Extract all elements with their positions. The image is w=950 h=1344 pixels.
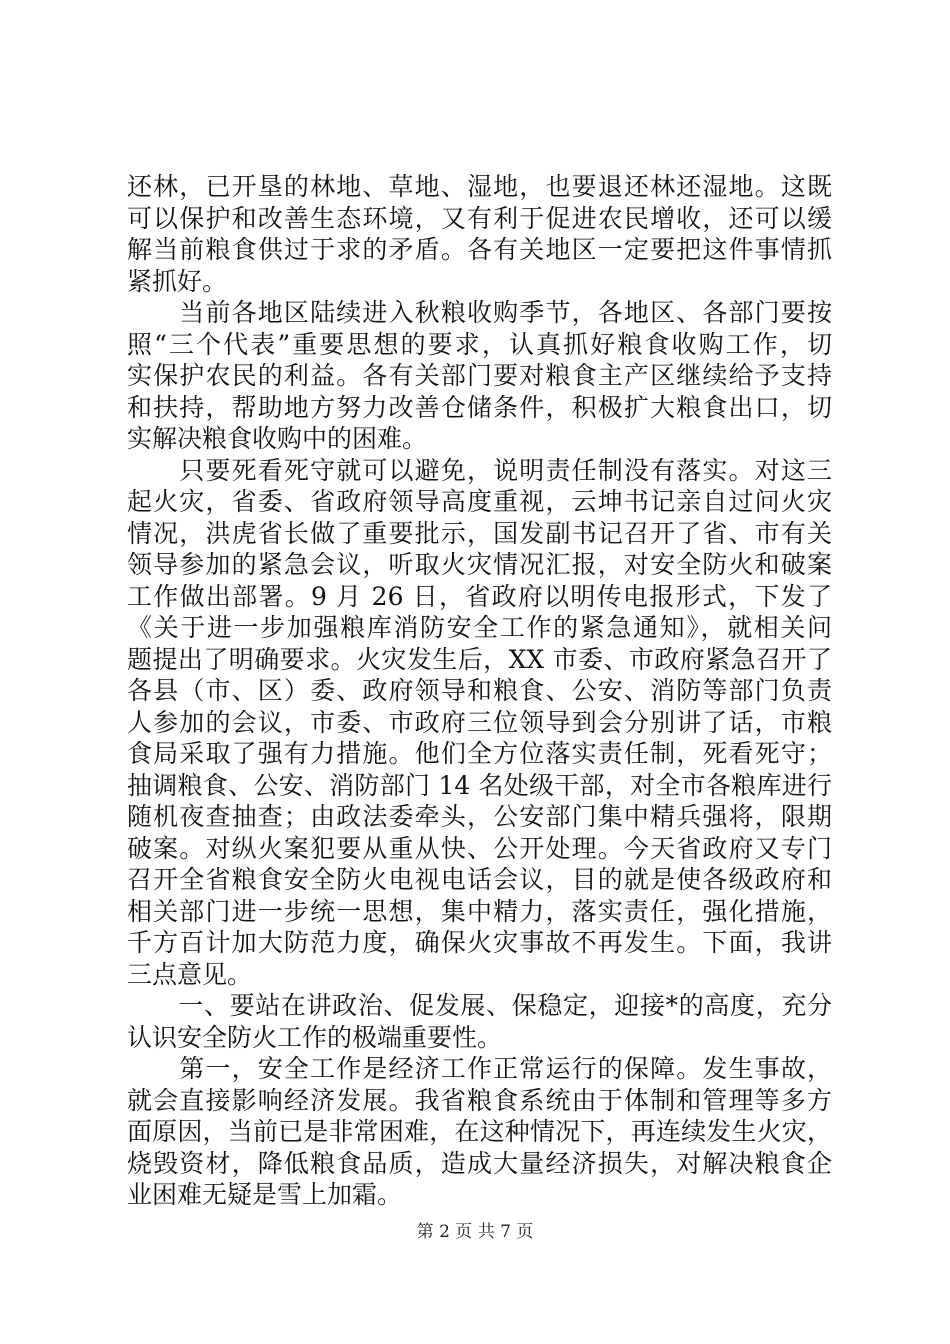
text-line: 召开全省粮食安全防火电视电话会议，目的就是使各级政府和 [127,865,832,894]
text-line: 可以保护和改善生态环境，又有利于促进农民增收，还可以缓 [127,203,832,233]
text-line: 破案。对纵火案犯要从重从快、公开处理。今天省政府又专门 [127,833,832,863]
text-line: 和扶持，帮助地方努力改善仓储条件，积极扩大粮食出口，切 [127,392,832,422]
text-line: 面原因，当前已是非常困难，在这种情况下，再连续发生火灾， [127,1117,832,1146]
text-line: 还林，已开垦的林地、草地、湿地，也要退还林还湿地。这既 [127,172,832,201]
text-line: 紧抓好。 [127,266,228,296]
text-line: 照“三个代表”重要思想的要求，认真抓好粮食收购工作，切 [127,329,832,359]
text-line: 抽调粮食、公安、消防部门 14 名处级干部，对全市各粮库进行 [127,770,832,800]
text-line: 人参加的会议，市委、市政府三位领导到会分别讲了话，市粮 [127,707,832,737]
text-line: 领导参加的紧急会议，听取火灾情况汇报，对安全防火和破案 [127,550,832,579]
text-line: 解当前粮食供过于求的矛盾。各有关地区一定要把这件事情抓 [127,235,832,264]
text-line: 随机夜查抽查；由政法委牵头，公安部门集中精兵强将，限期 [127,802,832,831]
text-line: 千方百计加大防范力度，确保火灾事故不再发生。下面，我讲 [127,928,832,957]
text-line: 第一，安全工作是经济工作正常运行的保障。发生事故， [127,1054,832,1083]
text-line: 实解决粮食收购中的困难。 [127,424,428,453]
text-line: 一、要站在讲政治、促发展、保稳定，迎接*的高度，充分 [127,991,832,1020]
text-line: 起火灾，省委、省政府领导高度重视，云坤书记亲自过问火灾 [127,487,832,516]
text-line: 工作做出部署。9 月 26 日，省政府以明传电报形式，下发了 [127,581,832,611]
text-line: 只要死看死守就可以避免，说明责任制没有落实。对这三 [127,455,832,485]
text-line: 烧毁资材，降低粮食品质，造成大量经济损失，对解决粮食企 [127,1148,832,1178]
text-line: 当前各地区陆续进入秋粮收购季节，各地区、各部门要按 [127,298,832,327]
text-line: 《关于进一步加强粮库消防安全工作的紧急通知》，就相关问 [127,613,832,642]
text-line: 食局采取了强有力措施。他们全方位落实责任制，死看死守； [127,739,832,768]
text-line: 题提出了明确要求。火灾发生后，XX 市委、市政府紧急召开了 [127,644,832,674]
text-line: 认识安全防火工作的极端重要性。 [127,1022,503,1052]
text-line: 就会直接影响经济发展。我省粮食系统由于体制和管理等多方 [127,1085,832,1115]
page-number-footer: 第 2 页 共 7 页 [416,1221,534,1242]
text-line: 三点意见。 [127,959,253,989]
text-line: 业困难无疑是雪上加霜。 [127,1180,403,1209]
text-line: 相关部门进一步统一思想，集中精力，落实责任，强化措施， [127,896,832,926]
text-line: 各县（市、区）委、政府领导和粮食、公安、消防等部门负责 [127,676,832,705]
text-line: 实保护农民的利益。各有关部门要对粮食主产区继续给予支持 [127,361,832,390]
text-line: 情况，洪虎省长做了重要批示，国发副书记召开了省、市有关 [127,518,832,548]
